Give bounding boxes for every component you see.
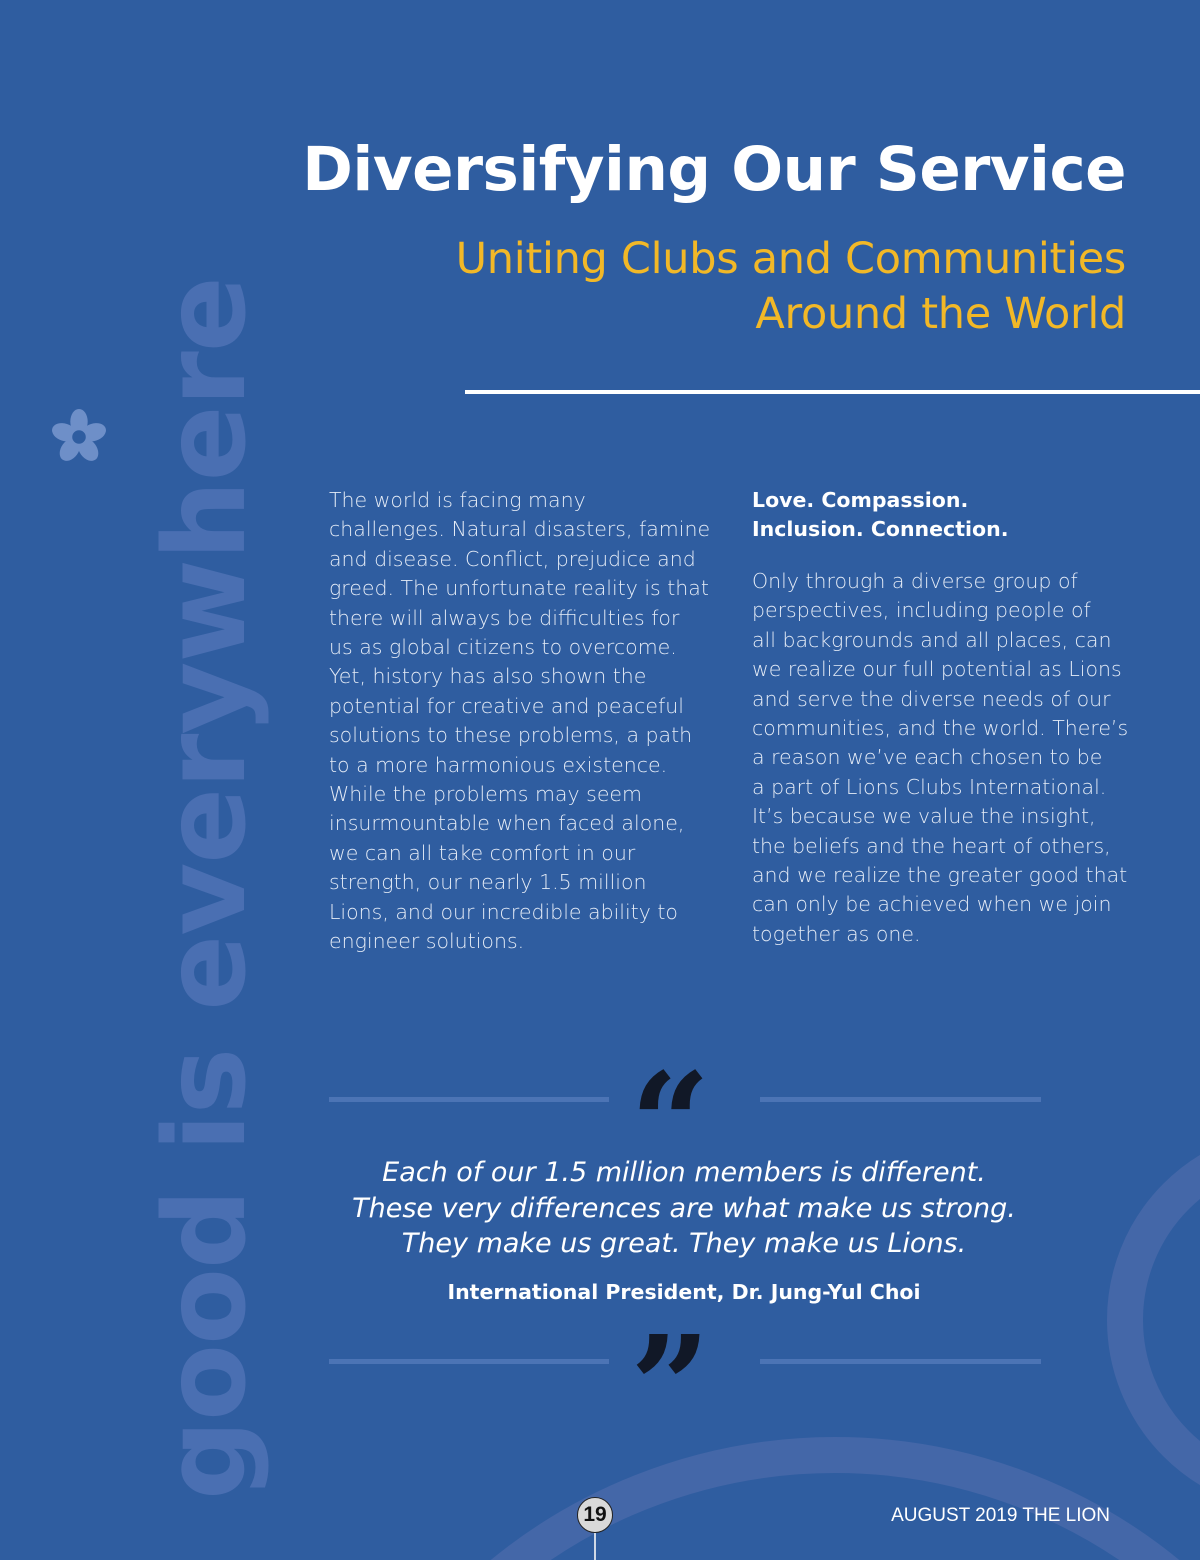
- text-line: The world is facing many: [329, 488, 586, 512]
- text-line: solutions to these problems, a path: [329, 723, 693, 748]
- text-line: a part of Lions Clubs International.: [752, 774, 1107, 799]
- text-line: to a more harmonious existence.: [329, 752, 668, 777]
- text-line: communities, and the world. There’s: [752, 716, 1129, 741]
- text-line: engineer solutions.: [329, 929, 525, 954]
- quote-rule-bottom-right: [760, 1359, 1041, 1364]
- text-line: there will always be difficulties for: [329, 605, 680, 630]
- text-line: and disease. Conflict, prejudice and: [329, 546, 696, 571]
- lions-flower-icon: [50, 408, 108, 466]
- open-quote-mark: “: [630, 1043, 711, 1207]
- text-line: all backgrounds and all places, can: [752, 627, 1112, 652]
- page-number: 19: [577, 1497, 613, 1533]
- pull-quote: [0, 1155, 1200, 1262]
- quote-attribution: International President, Dr. Jung-Yul Choi: [447, 1280, 921, 1304]
- left-column-text: [329, 486, 710, 957]
- heading-line: Love. Compassion.: [752, 488, 969, 512]
- text-line: perspectives, including people of: [752, 598, 1091, 623]
- text-line: While the problems may seem: [329, 782, 643, 807]
- text-line: greed. The unfortunate reality is that: [329, 576, 709, 601]
- text-line: It’s because we value the insight,: [752, 804, 1096, 829]
- text-line: Only through a diverse group of: [752, 569, 1078, 593]
- quote-rule-top-left: [329, 1097, 609, 1102]
- text-line: together as one.: [752, 921, 921, 946]
- quote-line: Each of our 1.5 million members is different.: [382, 1157, 986, 1188]
- heading-line: Inclusion. Connection.: [752, 517, 1009, 542]
- text-line: can only be achieved when we join: [752, 892, 1112, 917]
- text-line: insurmountable when faced alone,: [329, 811, 685, 836]
- close-quote-mark: ”: [630, 1306, 711, 1470]
- text-line: and serve the diverse needs of our: [752, 686, 1111, 711]
- text-line: Yet, history has also shown the: [329, 664, 647, 689]
- vertical-tagline: good is everywhere: [141, 277, 271, 1500]
- text-line: strength, our nearly 1.5 million: [329, 870, 647, 895]
- title-divider: [465, 390, 1200, 394]
- quote-rule-top-right: [760, 1097, 1041, 1102]
- text-line: and we realize the greater good that: [752, 863, 1128, 888]
- text-line: challenges. Natural disasters, famine: [329, 517, 711, 542]
- text-line: we realize our full potential as Lions: [752, 657, 1122, 682]
- page-number-connector: [594, 1533, 596, 1560]
- text-line: the beliefs and the heart of others,: [752, 833, 1111, 858]
- page-title: Diversifying Our Service: [302, 134, 1126, 205]
- quote-rule-bottom-left: [329, 1359, 609, 1364]
- subtitle-line: Around the World: [755, 289, 1126, 339]
- right-column-text: [752, 567, 1128, 949]
- text-line: a reason we’ve each chosen to be: [752, 745, 1103, 770]
- text-line: potential for creative and peaceful: [329, 693, 684, 718]
- page-subtitle: [456, 232, 1126, 342]
- text-line: us as global citizens to overcome.: [329, 635, 677, 660]
- quote-line: These very differences are what make us strong.: [352, 1192, 1016, 1224]
- text-line: we can all take comfort in our: [329, 840, 636, 865]
- text-line: Lions, and our incredible ability to: [329, 899, 678, 924]
- issue-footer: AUGUST 2019 THE LION: [891, 1505, 1110, 1526]
- subtitle-line: Uniting Clubs and Communities: [455, 234, 1126, 284]
- quote-line: They make us great. They make us Lions.: [401, 1228, 967, 1259]
- right-column-heading: [752, 486, 1009, 545]
